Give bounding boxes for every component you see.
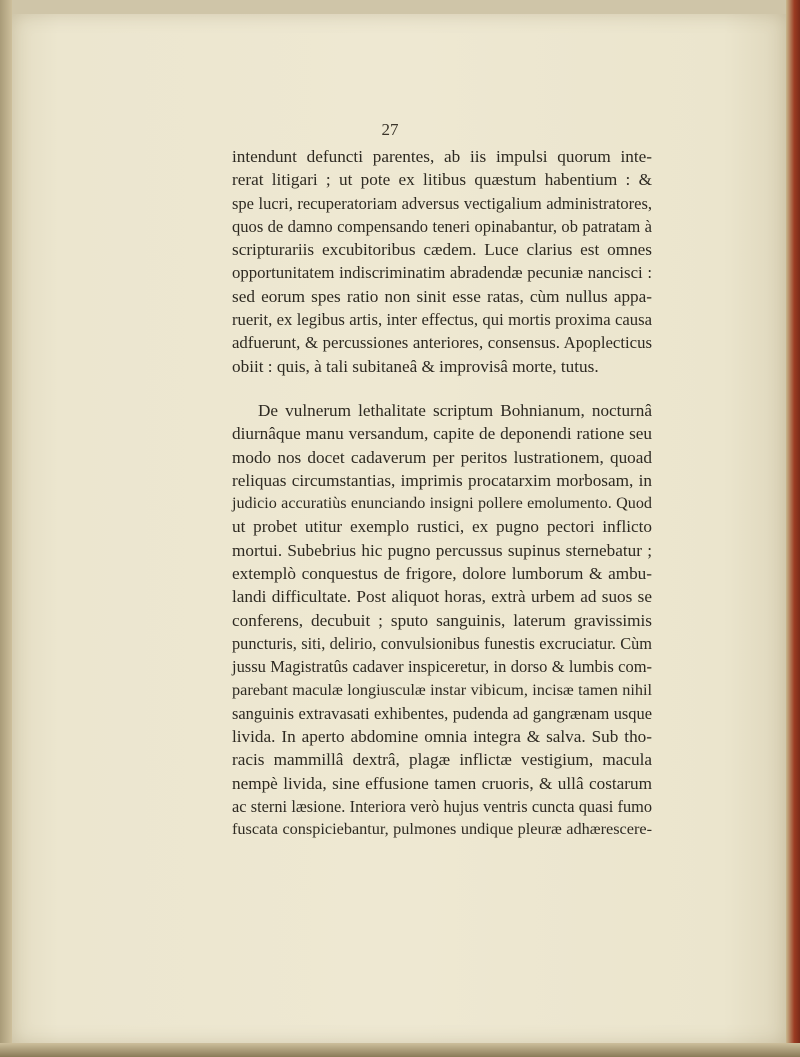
text-line: landi difficultate. Post aliquot horas, extrà urbem ad suos se (232, 587, 652, 607)
text-line: ut probet utitur exemplo rustici, ex pugno pectori inflicto (232, 517, 652, 537)
text-line: scripturariis excubitoribus cædem. Luce clarius est omnes (232, 240, 652, 260)
paragraph-2 (232, 399, 652, 842)
book-cover-edge (786, 0, 800, 1057)
paragraph-1 (232, 145, 652, 378)
text-line: intendunt defuncti parentes, ab iis impulsi quorum inte- (232, 147, 652, 166)
book-gutter-edge (0, 0, 12, 1057)
text-line: De vulnerum lethalitate scriptum Bohnianum, nocturnâ (258, 400, 652, 420)
text-line: adfuerunt, & percussiones anteriores, consensus. Apoplecticus (232, 333, 652, 353)
text-line: reliquas circumstantias, imprimis procatarxim morbosam, in (232, 470, 652, 490)
text-line: judicio accuratiùs enunciando insigni pollere emolumento. Quod (232, 495, 652, 513)
text-line: spe lucri, recuperatoriam adversus vectigalium administratores, (232, 193, 652, 213)
text-line: nempè livida, sine effusione tamen cruoris, & ullâ costarum (232, 773, 652, 793)
text-line: puncturis, siti, delirio, convulsionibus funestis excruciatur. Cùm (232, 633, 652, 653)
text-line: quos de damno compensando teneri opinabantur, ob patratam à (232, 216, 652, 236)
book-bottom-edge (0, 1043, 800, 1057)
text-line: sed eorum spes ratio non sinit esse ratas, cùm nullus appa- (232, 286, 652, 306)
text-line: ac sterni læsione. Interiora verò hujus ventris cuncta quasi fumo (232, 797, 652, 817)
text-line: livida. In aperto abdomine omnia integra & salva. Sub tho- (232, 727, 652, 747)
page-number: 27 (381, 120, 399, 139)
text-line: rerat litigari ; ut pote ex litibus quæstum habentium : & (232, 170, 652, 190)
text-line: ruerit, ex legibus artis, inter effectus, qui mortis proxima causa (232, 310, 652, 330)
text-line: extemplò conquestus de frigore, dolore lumborum & ambu- (232, 564, 652, 584)
text-line: conferens, decubuit ; sputo sanguinis, laterum gravissimis (232, 610, 652, 630)
text-line: obiit : quis, à tali subitaneâ & improvisâ morte, tutus. (232, 356, 599, 376)
text-line: modo nos docet cadaverum per peritos lustrationem, quoad (232, 447, 652, 467)
text-line: mortui. Subebrius hic pugno percussus supinus sternebatur ; (232, 540, 652, 560)
text-line: jussu Magistratûs cadaver inspiceretur, in dorso & lumbis com- (232, 657, 652, 677)
text-line: parebant maculæ longiusculæ instar vibicum, incisæ tamen nihil (232, 680, 652, 699)
text-line: fuscata conspiciebantur, pulmones undique pleuræ adhærescere- (232, 820, 652, 839)
text-line: racis mammillâ dextrâ, plagæ inflictæ vestigium, macula (232, 750, 652, 770)
text-line: sanguinis extravasati exhibentes, pudenda ad gangrænam usque (232, 703, 652, 723)
text-line: opportunitatem indiscriminatim abradendæ pecuniæ nancisci : (232, 263, 652, 283)
body-text (232, 145, 652, 842)
text-line: diurnâque manu versandum, capite de deponendi ratione seu (232, 424, 652, 444)
